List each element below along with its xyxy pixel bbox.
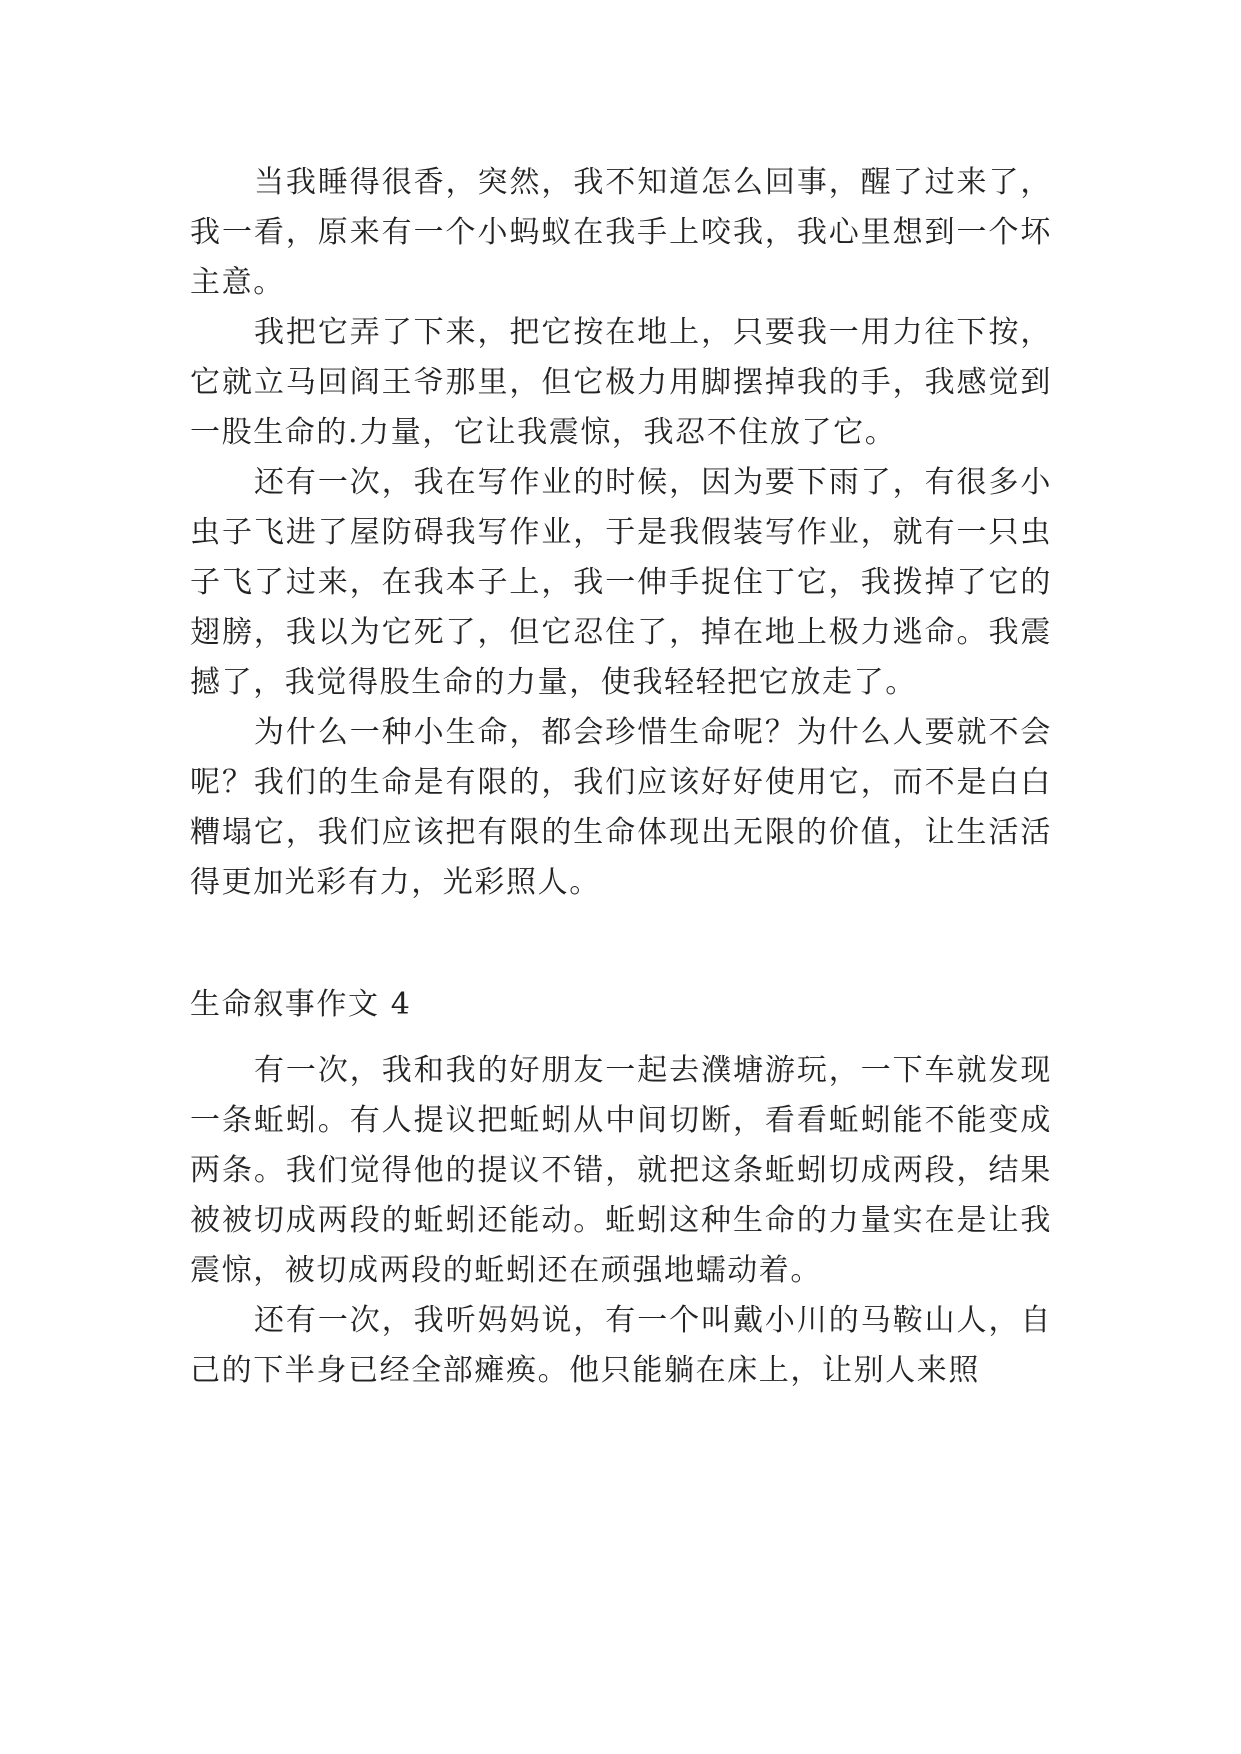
paragraph-earthworm: 有一次，我和我的好朋友一起去濮塘游玩，一下车就发现一条蚯蚓。有人提议把蚯蚓从中间切断，看看蚯蚓能不能变成两条。我们觉得他的提议不错，就把这条蚯蚓切成两段，结果被被切成两段的蚯蚓还能动。蚯蚓这种生命的力量实在是让我震惊，被切成两段的蚯蚓还在顽强地蠕动着。 [190, 1053, 1052, 1288]
document-body [190, 158, 1052, 1396]
paragraph-ant: 当我睡得很香，突然，我不知道怎么回事，醒了过来了，我一看，原来有一个小蚂蚁在我手上咬我，我心里想到一个坏主意。 [190, 165, 1052, 300]
paragraph-ant-release: 我把它弄了下来，把它按在地上，只要我一用力往下按，它就立马回阎王爷那里，但它极力用脚摆掉我的手，我感觉到一股生命的.力量，它让我震惊，我忍不住放了它。 [190, 315, 1052, 450]
paragraph-story: 还有一次，我听妈妈说，有一个叫戴小川的马鞍山人，自己的下半身已经全部瘫痪。他只能躺在床上，让别人来照 [190, 1303, 1052, 1388]
heading-spacer [190, 1030, 1052, 1046]
paragraph-insect: 还有一次，我在写作业的时候，因为要下雨了，有很多小虫子飞进了屋防碍我写作业，于是我假装写作业，就有一只虫子飞了过来，在我本子上，我一伸手捉住丁它，我拨掉了它的翅膀，我以为它死了，但它忍住了，掉在地上极力逃命。我震撼了，我觉得股生命的力量，使我轻轻把它放走了。 [190, 465, 1052, 700]
paragraph-reflection: 为什么一种小生命，都会珍惜生命呢？为什么人要就不会呢？我们的生命是有限的，我们应该好好使用它，而不是白白糟塌它，我们应该把有限的生命体现出无限的价值，让生活活得更加光彩有力，光彩照人。 [190, 715, 1052, 900]
section-heading: 生命叙事作文 4 [190, 987, 412, 1022]
section-spacer [190, 908, 1052, 980]
